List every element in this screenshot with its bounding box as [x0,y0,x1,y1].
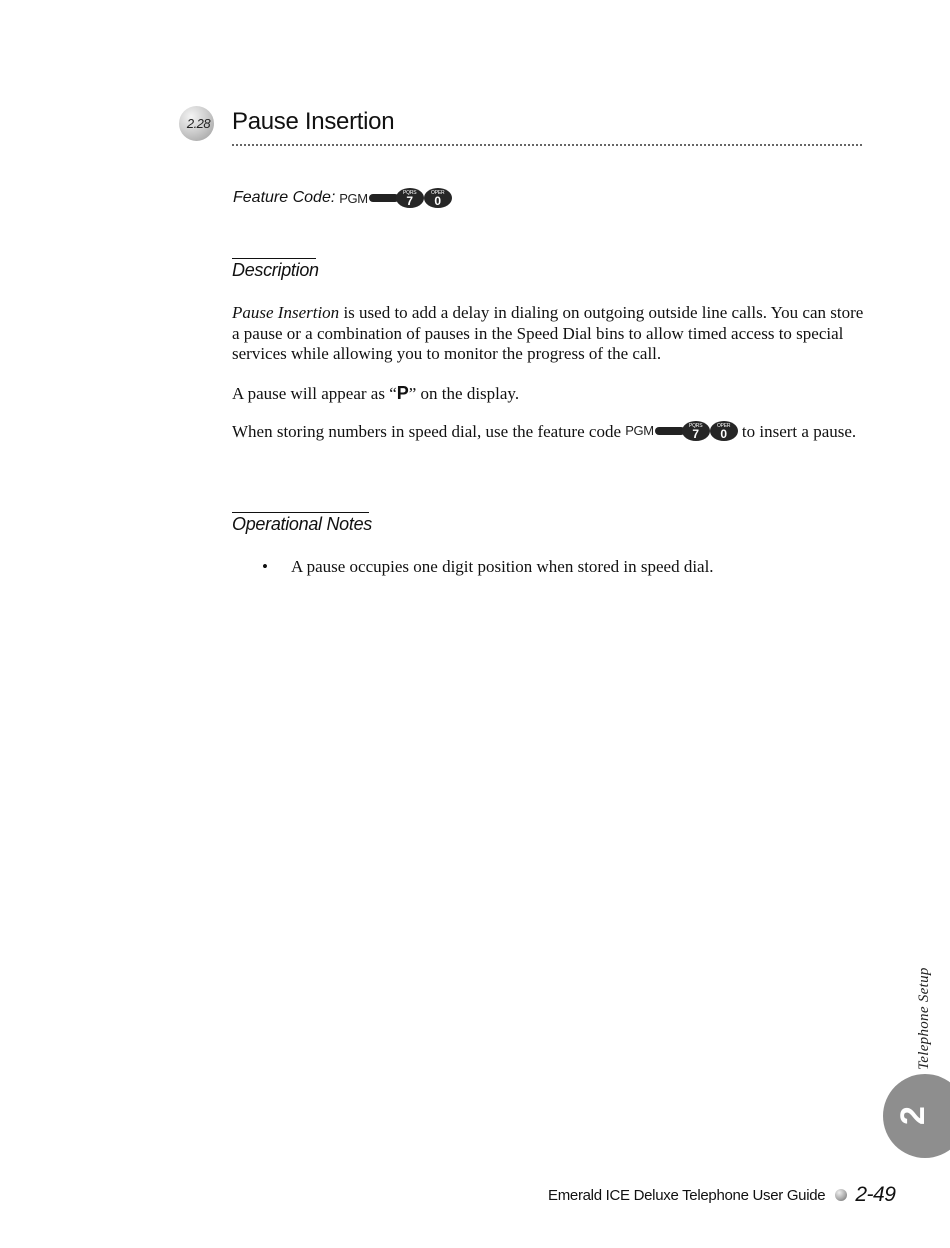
notes-heading-rule [232,512,369,513]
bullet-icon: • [262,557,268,576]
page-footer [548,1183,895,1207]
feature-code-line [233,188,452,208]
description-heading: Description [232,260,319,280]
feature-code-label: Feature Code: [233,189,336,206]
description-paragraph-2: A pause will appear as “P” on the display. [232,383,520,403]
dial-key-0-icon: OPER 0 [710,421,738,441]
description-paragraph-1: Pause Insertion is used to add a delay in dialing on outgoing outside line calls. You can store a pause or a combination of pauses in the Speed Dial bins to allow timed access to special services while allowing you to monitor the progress of the call. [232,303,864,363]
operational-notes-heading: Operational Notes [232,514,372,534]
description-heading-rule [232,258,316,259]
section-number: 2.28 [186,116,211,131]
dial-key-7-icon: PQRS 7 [396,188,424,208]
list-item: A pause occupies one digit position when stored in speed dial. [291,557,714,576]
feature-name-italic: Pause Insertion [232,303,340,322]
title-dotted-rule [232,144,862,146]
chapter-number: 2 [894,1106,932,1125]
dial-key-7-icon: PQRS 7 [682,421,710,441]
footer-title: Emerald ICE Deluxe Telephone User Guide [548,1186,826,1204]
description-paragraph-3: When storing numbers in speed dial, use the feature code PGM PQRS 7 OPER 0 to insert a pause. [232,422,857,442]
page-number: 2-49 [855,1183,896,1206]
pgm-key-icon [369,194,399,202]
side-tab-label: Telephone Setup [916,967,932,1070]
section-number-badge [179,106,214,141]
pgm-key-icon [655,427,685,435]
bullet-ball-icon [835,1189,847,1201]
pgm-key-label: PGM [339,190,368,206]
dial-key-0-icon: OPER 0 [424,188,452,208]
page-title: Pause Insertion [232,108,395,135]
inline-feature-code: PGM PQRS 7 OPER 0 [625,421,737,442]
pause-display-char: P [396,383,409,403]
